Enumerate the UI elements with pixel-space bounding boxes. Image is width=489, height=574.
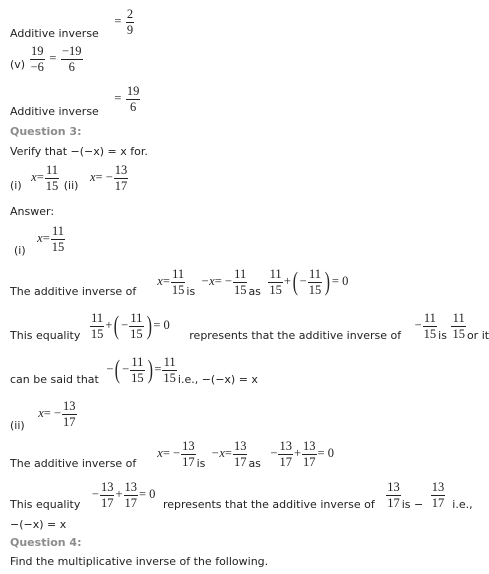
variable-x: x — [38, 406, 44, 420]
text-lead: This equality — [10, 329, 81, 342]
answer-ii-conclusion: −(−x) = x — [10, 518, 67, 531]
fraction: $\frac{19}{-6}$ — [30, 44, 44, 74]
answer-i-line-1 — [10, 268, 348, 296]
fraction: $\frac{13}{17}$ — [182, 439, 195, 469]
part-label: (v) — [10, 58, 26, 71]
text-lead: The additive inverse of — [10, 285, 137, 298]
line-additive-inverse-1 — [10, 7, 135, 40]
neg-x: −x — [200, 274, 215, 288]
left-paren: ( — [292, 267, 298, 296]
text-is: is — [186, 285, 196, 298]
minus-sign: − — [299, 274, 307, 288]
variable-x: x — [89, 170, 96, 184]
right-paren: ) — [324, 267, 331, 296]
fraction: $\frac{13}{17}$ — [279, 439, 292, 469]
fraction: $\frac{19}{6}$ — [126, 84, 140, 114]
text-as: as — [248, 457, 261, 470]
equals-sign: = — [42, 231, 50, 245]
answer-part-i — [14, 224, 66, 257]
text-lead: can be said that — [10, 373, 99, 386]
equals-minus: = − — [214, 274, 232, 288]
question-4-text: Find the multiplicative inverse of the following. — [10, 555, 269, 568]
fraction: $\frac{13}{17}$ — [100, 480, 114, 510]
fraction: $\frac{11}{15}$ — [131, 355, 144, 385]
text-lead: The additive inverse of — [10, 457, 137, 470]
equals-sign: = — [154, 362, 162, 376]
text-is: is — [196, 457, 206, 470]
equals-minus: = − — [162, 446, 181, 460]
equals-zero: = 0 — [139, 487, 156, 501]
fraction: $\frac{-19}{6}$ — [61, 44, 82, 74]
equals-zero: = 0 — [153, 318, 170, 332]
minus-sign: − — [270, 446, 278, 460]
fraction: $\frac{11}{15}$ — [452, 311, 465, 341]
answer-ii-line-1 — [10, 440, 334, 468]
fraction: $\frac{13}{17}$ — [114, 163, 128, 193]
text-lead: This equality — [10, 498, 81, 511]
equals-sign: = — [114, 14, 122, 28]
equals-minus: = − — [43, 406, 61, 420]
part-i-label: (i) — [14, 244, 26, 257]
plus-sign: + — [105, 318, 113, 332]
plus-sign: + — [115, 487, 123, 501]
variable-x: x — [37, 231, 43, 245]
part-ii-label: (ii) — [63, 179, 79, 192]
plus-sign: + — [283, 274, 291, 288]
fraction: $\frac{13}{17}$ — [303, 439, 316, 469]
fraction: $\frac{11}{15}$ — [171, 267, 185, 297]
equals-sign: = — [36, 170, 44, 184]
fraction: $\frac{11}{15}$ — [90, 311, 104, 341]
question-4-title: Question 4: — [10, 536, 82, 549]
left-paren: ( — [115, 355, 121, 384]
plus-sign: + — [293, 446, 302, 460]
equals-minus: = − — [95, 170, 113, 184]
line-v — [10, 45, 84, 73]
fraction: $\frac{11}{15}$ — [130, 311, 143, 341]
text-is: is — [438, 329, 447, 342]
fraction: $\frac{13}{17}$ — [387, 480, 400, 510]
minus-sign: − — [121, 318, 129, 332]
fraction: $\frac{11}{15}$ — [233, 267, 247, 297]
equals-sign: = — [49, 51, 57, 65]
equals-sign: = — [162, 274, 170, 288]
text-tail: or it — [466, 329, 489, 342]
question-3-title: Question 3: — [10, 125, 82, 138]
variable-x: x — [157, 274, 163, 288]
text-is: is − — [401, 498, 424, 511]
variable-x: x — [31, 170, 37, 184]
text-tail: i.e., — [452, 498, 473, 511]
minus-sign: − — [106, 362, 114, 376]
fraction: $\frac{11}{15}$ — [269, 267, 282, 297]
fraction: $\frac{11}{15}$ — [308, 267, 322, 297]
fraction: $\frac{13}{17}$ — [431, 480, 445, 510]
equals-sign: = — [224, 446, 232, 460]
left-paren: ( — [114, 311, 120, 340]
text-label: Additive inverse — [10, 27, 99, 40]
answer-part-ii — [10, 399, 78, 432]
text-as: as — [248, 285, 261, 298]
fraction: $\frac{11}{15}$ — [163, 355, 176, 385]
equals-zero: = 0 — [331, 274, 349, 288]
minus-sign: − — [91, 487, 99, 501]
text-mid: represents that the additive inverse of — [162, 498, 375, 511]
equals-zero: = 0 — [317, 446, 334, 460]
part-i-label: (i) — [10, 179, 22, 192]
text-label: Additive inverse — [10, 105, 99, 118]
fraction: $\frac{11}{15}$ — [45, 163, 59, 193]
minus-sign: − — [122, 362, 130, 376]
answer-i-line-2 — [10, 312, 489, 340]
answer-ii-line-2 — [10, 481, 473, 509]
answer-label: Answer: — [10, 205, 55, 218]
text-tail: i.e., −(−x) = x — [177, 373, 258, 386]
fraction: $\frac{13}{17}$ — [233, 439, 247, 469]
equals-sign: = — [114, 91, 122, 105]
right-paren: ) — [146, 311, 152, 340]
fraction: $\frac{11}{15}$ — [51, 224, 65, 254]
neg-x: −x — [210, 446, 225, 460]
fraction: $\frac{11}{15}$ — [423, 311, 437, 341]
fraction: $\frac{13}{17}$ — [63, 399, 76, 429]
variable-x: x — [157, 446, 163, 460]
right-paren: ) — [147, 355, 153, 384]
fraction: $\frac{2}{9}$ — [126, 7, 134, 37]
question-3-text: Verify that −(−x) = x for. — [10, 145, 148, 158]
answer-i-line-3 — [10, 356, 258, 384]
question-3-parts — [10, 164, 129, 192]
part-ii-label: (ii) — [10, 419, 25, 432]
minus-sign: − — [414, 318, 422, 332]
text-mid: represents that the additive inverse of — [189, 329, 402, 342]
fraction: $\frac{13}{17}$ — [124, 480, 137, 510]
line-additive-inverse-2 — [10, 84, 141, 118]
